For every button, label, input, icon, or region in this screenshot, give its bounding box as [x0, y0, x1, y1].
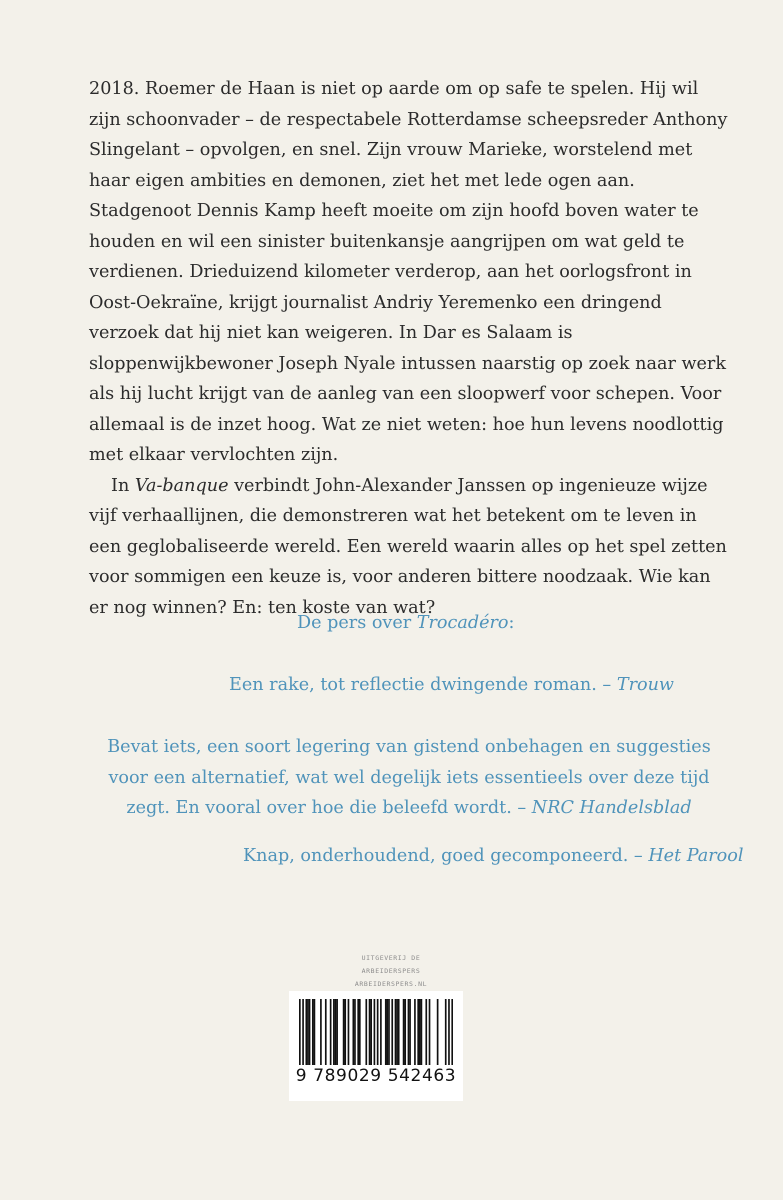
barcode-bar: [369, 999, 371, 1065]
barcode-bar: [309, 999, 311, 1065]
barcode-bar: [395, 999, 397, 1065]
barcode-bar: [365, 999, 367, 1065]
blurb-paragraph-2-rest: verbindt John-Alexander Janssen op ingenieuze wijze vijf verhaallijnen, die demonstreren wat het betekent om te leven in een geglobaliseerde wereld. Een wereld waarin alles op het spel zetten voor sommigen een keuze is, voor anderen bittere noodzaak. Wie kan er nog winnen? En: ten koste van wat?: [89, 475, 727, 618]
press-heading-text: De pers over: [297, 613, 417, 633]
barcode-bar: [330, 999, 332, 1065]
barcode-bar: [357, 999, 359, 1065]
press-quote: [89, 732, 729, 824]
barcode-bar: [333, 999, 335, 1065]
barcode-bar: [429, 999, 431, 1065]
barcode-bar: [312, 999, 314, 1065]
barcode-bar: [409, 999, 411, 1065]
barcode-bar: [398, 999, 400, 1065]
barcode-bar: [348, 999, 350, 1065]
press-heading: [297, 608, 514, 639]
quote-source: Het Parool: [648, 846, 744, 866]
barcode-bar: [451, 999, 453, 1065]
barcode-bar: [335, 999, 337, 1065]
book-blurb: [89, 74, 729, 623]
barcode-bar: [320, 999, 322, 1065]
quote-text: Bevat iets, een soort legering van gistend onbehagen en suggesties voor een alternatief, wat wel degelijk iets essentieels over deze tijd zegt. En vooral over hoe die beleefd wordt. –: [107, 737, 711, 818]
barcode-bar: [437, 999, 439, 1065]
barcode-bar: [343, 999, 345, 1065]
barcode-bar: [385, 999, 387, 1065]
barcode-bar: [336, 999, 338, 1065]
barcode-bar: [387, 999, 389, 1065]
barcode-bar: [325, 999, 327, 1065]
quote-source: NRC Handelsblad: [531, 798, 692, 818]
barcode-bar: [403, 999, 405, 1065]
publisher-website: ARBEIDERSPERS.NL: [354, 980, 428, 988]
barcode-bar: [374, 999, 376, 1065]
book-title: Va-banque: [134, 475, 229, 496]
barcode-bar: [417, 999, 419, 1065]
barcode-bar: [448, 999, 450, 1065]
barcode-bar: [354, 999, 356, 1065]
barcode-bar: [305, 999, 307, 1065]
barcode-bar: [377, 999, 379, 1065]
barcode-bar: [344, 999, 346, 1065]
press-heading-colon: :: [508, 613, 515, 633]
quote-text: Knap, onderhoudend, goed gecomponeerd. –: [243, 846, 649, 866]
barcode-bar: [352, 999, 354, 1065]
barcode-bar: [307, 999, 309, 1065]
barcode-bar: [391, 999, 393, 1065]
press-quote: [243, 841, 744, 872]
publisher-name: UITGEVERIJ DE ARBEIDERSPERS: [361, 954, 421, 975]
barcode-bar: [445, 999, 447, 1065]
blurb-paragraph-1: 2018. Roemer de Haan is niet op aarde om op safe te spelen. Hij wil zijn schoonvader – de respectabele Rotterdamse scheepsreder Anthony Slingelant – opvolgen, en snel. Zijn vrouw Marieke, worstelend met haar eigen ambities en demonen, ziet het met lede ogen aan. Stadgenoot Dennis Kamp heeft moeite om zijn hoofd boven water te houden en wil een sinister buitenkansje aangrijpen om wat geld te verdienen. Drieduizend kilometer verderop, aan het oorlogsfront in Oost-Oekraïne, krijgt journalist Andriy Yeremenko een dringend verzoek dat hij niet kan weigeren. In Dar es Salaam is sloppenwijkbewoner Joseph Nyale intussen naarstig op zoek naar werk als hij lucht krijgt van de aanleg van een sloopwerf voor schepen. Voor allemaal is de inzet hoog. Wat ze niet weten: hoe hun levens noodlottig met elkaar vervlochten zijn.: [89, 79, 728, 465]
barcode-bar: [314, 999, 316, 1065]
isbn-barcode: [289, 991, 463, 1101]
barcode-bar: [359, 999, 361, 1065]
barcode-bar: [302, 999, 304, 1065]
blurb-paragraph-2: [89, 471, 729, 624]
barcode-bar: [388, 999, 390, 1065]
barcode-bar: [414, 999, 416, 1065]
barcode-bars: [299, 999, 453, 1065]
barcode-bar: [380, 999, 382, 1065]
barcode-bar: [404, 999, 406, 1065]
blurb-paragraph-2-start: In: [111, 475, 135, 496]
barcode-bar: [370, 999, 372, 1065]
barcode-bar: [396, 999, 398, 1065]
publisher-imprint: [341, 952, 441, 991]
barcode-bar: [425, 999, 427, 1065]
quote-source: Trouw: [616, 675, 674, 695]
press-quote: [229, 670, 674, 701]
barcode-bar: [299, 999, 301, 1065]
barcode-bar: [419, 999, 421, 1065]
quote-text: Een rake, tot reflectie dwingende roman. –: [229, 675, 617, 695]
isbn-number: 9 789029 542463: [295, 1066, 457, 1086]
previous-book-title: Trocadéro: [416, 613, 509, 633]
barcode-bar: [408, 999, 410, 1065]
barcode-bar: [421, 999, 423, 1065]
